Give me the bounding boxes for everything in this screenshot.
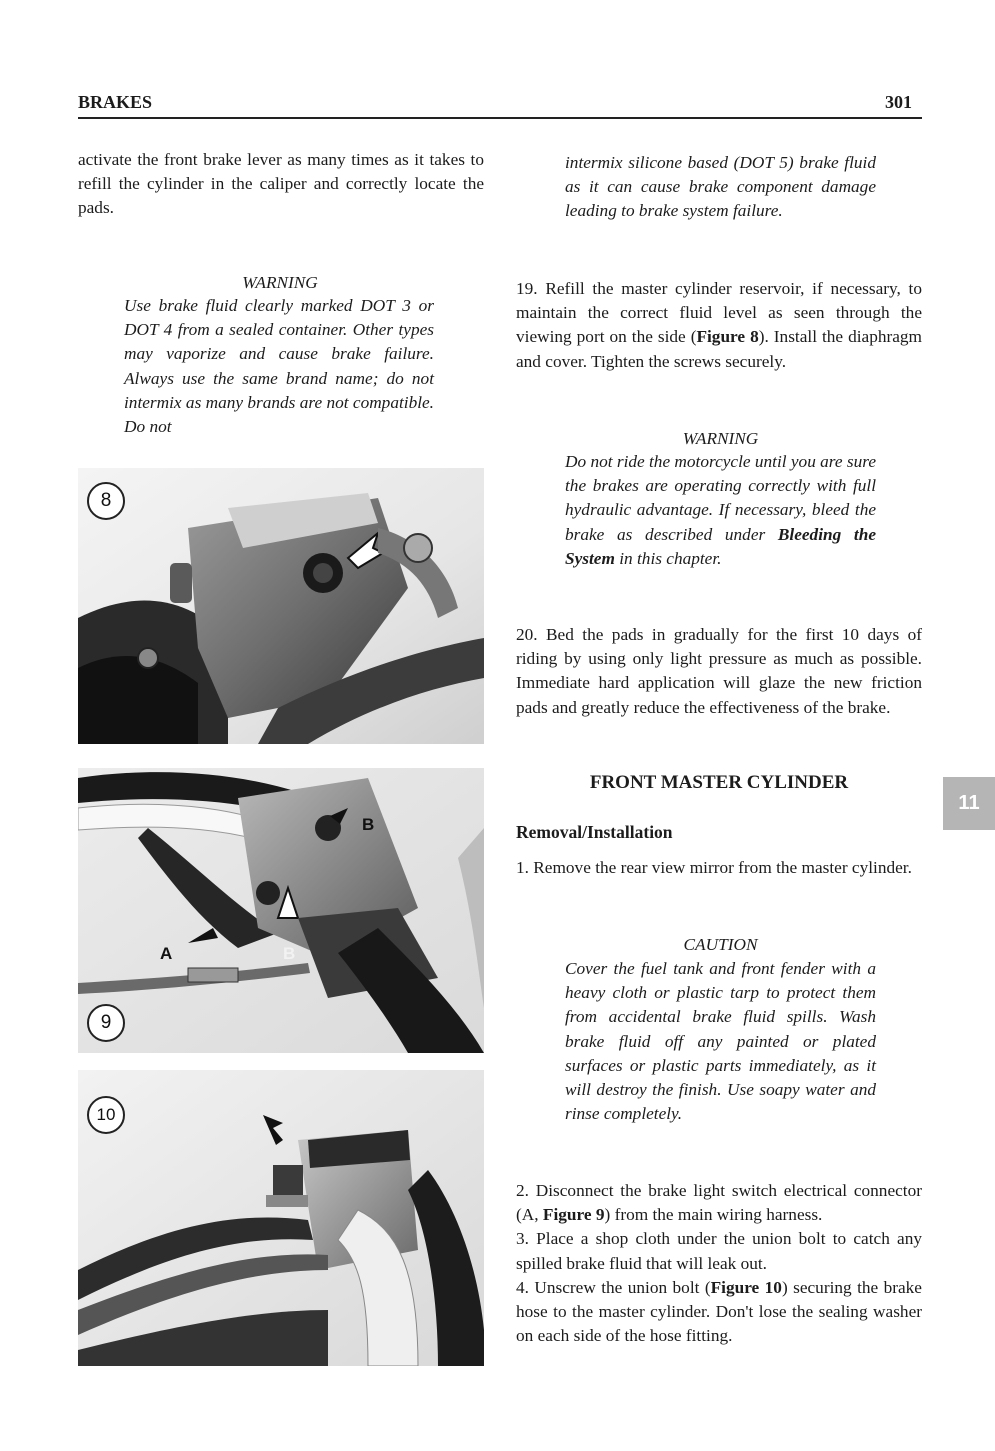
step-3: 3. Place a shop cloth under the union bolt to catch any spilled brake fluid that will leak out. [516,1229,922,1273]
subsection-title: Removal/Installation [516,822,673,842]
step-4 [516,1276,922,1349]
warning-2-text-before: Do not ride the motorcycle until you are sure the brakes are operating correctly with full hydraulic advantage. If necessary, bleed the brake as described under [565,452,876,544]
step-2-figure-ref: Figure 9 [542,1205,605,1225]
figure-10-number: 10 [87,1096,125,1134]
warning-2-title: WARNING [682,429,759,448]
step-1: 1. Remove the rear view mirror from the master cylinder. [516,858,912,877]
step-19 [516,277,922,374]
intro-paragraph: activate the front brake lever as many times as it takes to refill the cylinder in the caliper and correctly locate the pads. [78,150,484,218]
step-19-figure-ref: Figure 8 [696,327,759,347]
figure-9-photo [78,768,484,1053]
figure-9-callout-a: A [160,944,173,963]
warning-1-title: WARNING [242,273,318,292]
step-2-text-before: 2. Disconnect the brake light switch electrical connector (A, [516,1181,922,1225]
steps-2-to-4 [516,1179,922,1348]
figure-9-callout-b-lower: B [283,944,296,963]
step-2 [516,1179,922,1227]
warning-2-section-ref: Bleeding the System [565,524,877,568]
step-4-text-after: ) securing the brake hose to the master cylinder. Don't lose the sealing washer on each side of the hose fitting. [516,1277,922,1346]
figure-9-callout-b-upper: B [362,815,375,834]
figure-10-photo [78,1070,484,1366]
figure-8-photo [78,468,484,744]
header-rule [78,117,922,119]
caution-body: Cover the fuel tank and front fender with a heavy cloth or plastic tarp to protect them from accidental brake fluid spills. Wash brake fluid off any painted or plated surfaces or plastic parts immediately, as it will destroy the finish. Use soapy water and rinse completely. [565,959,876,1124]
chapter-tab: 11 [943,777,995,830]
step-19-text-after: ). Install the diaphragm and cover. Tighten the screws securely. [516,327,922,371]
running-header-section: BRAKES [78,92,153,112]
section-title: FRONT MASTER CYLINDER [589,772,849,793]
warning-1-continued: intermix silicone based (DOT 5) brake fluid as it can cause brake component damage leading to brake system failure. [565,153,876,221]
figure-8-number: 8 [87,482,125,520]
step-4-text-before: 4. Unscrew the union bolt ( [516,1277,711,1297]
step-19-text-before: 19. Refill the master cylinder reservoir, if necessary, to maintain the correct fluid level as seen through the viewing port on the side ( [516,279,922,347]
step-2-text-after: ) from the main wiring harness. [604,1205,823,1225]
warning-1-body: Use brake fluid clearly marked DOT 3 or DOT 4 from a sealed container. Other types may vaporize and cause brake failure. Always use the same brand name; do not intermix as many brands are not compatible. Do not [124,296,434,437]
page-number: 301 [885,92,912,112]
figure-9-number: 9 [87,1004,125,1042]
caution-title: CAUTION [683,935,758,954]
step-4-figure-ref: Figure 10 [710,1277,782,1297]
warning-2-body [565,450,876,571]
warning-2-text-after: in this chapter. [614,548,722,568]
step-20: 20. Bed the pads in gradually for the first 10 days of riding by using only light pressure as much as possible. Immediate hard application will glaze the new friction pads and greatly reduce the effectiveness of the brake. [516,625,922,717]
